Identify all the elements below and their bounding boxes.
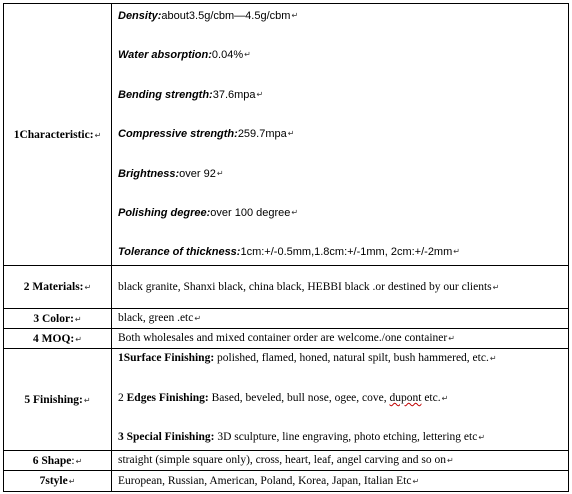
label-color xyxy=(4,309,112,329)
characteristic-values xyxy=(112,4,569,266)
materials-text: black granite, Shanxi black, china black, HEBBI black .or destined by our clients xyxy=(118,280,492,293)
spec-value: over 92 xyxy=(179,167,216,180)
label-shape-colon: : xyxy=(71,454,75,467)
spec-value: over 100 degree xyxy=(210,206,291,219)
row-finishing xyxy=(4,349,569,451)
paragraph-mark: ↵ xyxy=(492,282,500,292)
paragraph-mark: ↵ xyxy=(74,314,82,324)
spec-key: Brightness: xyxy=(118,167,180,180)
label-moq-text: 4 MOQ: xyxy=(33,332,75,345)
spec-value: 0.04% xyxy=(211,49,244,62)
finishing-text-tail: etc. xyxy=(421,392,441,404)
label-moq xyxy=(4,329,112,349)
spec-density xyxy=(118,4,564,43)
row-color xyxy=(4,309,569,329)
style-text: European, Russian, American, Poland, Korea, Japan, Italian Etc xyxy=(118,474,412,487)
paragraph-mark: ↵ xyxy=(216,168,224,178)
paragraph-mark: ↵ xyxy=(291,11,299,20)
finishing-text: Based, beveled, bull nose, ogee, cove, xyxy=(208,392,390,404)
paragraph-mark: ↵ xyxy=(287,129,295,139)
finishing-prefix: 2 xyxy=(118,392,127,404)
finishing-key: Edges Finishing: xyxy=(126,392,209,404)
paragraph-mark: ↵ xyxy=(75,334,82,344)
spec-brightness xyxy=(118,162,564,201)
spec-key: Bending strength: xyxy=(118,88,213,101)
spec-key: Compressive strength: xyxy=(118,128,238,141)
spec-polishing-degree xyxy=(118,201,564,240)
spec-value: about3.5g/cbm—4.5g/cbm xyxy=(161,10,291,22)
paragraph-mark: ↵ xyxy=(94,130,102,140)
spec-value: 259.7mpa xyxy=(237,128,287,141)
moq-value xyxy=(112,329,569,349)
label-shape-text: 6 Shape xyxy=(32,454,72,467)
color-text: black, green .etc xyxy=(118,312,194,324)
paragraph-mark: ↵ xyxy=(441,394,449,403)
paragraph-mark: ↵ xyxy=(256,89,264,99)
row-materials xyxy=(4,266,569,309)
finishing-text: 3D sculpture, line engraving, photo etching, lettering etc xyxy=(214,431,478,443)
shape-text: straight (simple square only), cross, heart, leaf, angel carving and so on xyxy=(118,454,446,466)
paragraph-mark: ↵ xyxy=(84,283,92,292)
label-characteristic xyxy=(4,4,112,266)
spec-tolerance-of-thickness xyxy=(118,240,564,260)
shape-value xyxy=(112,451,569,471)
spec-key: Water absorption: xyxy=(118,49,212,62)
spec-water-absorption xyxy=(118,43,564,82)
label-materials xyxy=(4,266,112,309)
moq-text: Both wholesales and mixed container order are welcome./one container xyxy=(118,332,448,344)
label-shape xyxy=(4,451,112,471)
finishing-key: 3 Special Finishing: xyxy=(118,431,215,443)
finishing-edges xyxy=(118,390,564,407)
spec-value: 37.6mpa xyxy=(212,88,256,101)
paragraph-mark: ↵ xyxy=(68,477,76,486)
spec-key: Tolerance of thickness: xyxy=(118,246,241,259)
paragraph-mark: ↵ xyxy=(244,50,251,60)
materials-value xyxy=(112,266,569,309)
paragraph-mark: ↵ xyxy=(412,476,420,486)
label-characteristic-text: 1Characteristic: xyxy=(13,128,94,141)
product-spec-table xyxy=(3,3,569,492)
finishing-text: polished, flamed, honed, natural spilt, bush hammered, etc. xyxy=(214,352,489,364)
label-finishing-text: 5 Finishing: xyxy=(24,393,83,406)
row-moq xyxy=(4,329,569,349)
spec-compressive-strength xyxy=(118,122,564,161)
color-value xyxy=(112,309,569,329)
style-value xyxy=(112,471,569,492)
paragraph-mark: ↵ xyxy=(194,314,202,323)
paragraph-mark: ↵ xyxy=(453,247,460,257)
paragraph-mark: ↵ xyxy=(478,433,486,442)
spec-key: Density: xyxy=(118,10,162,22)
label-style-text: 7style xyxy=(39,475,68,487)
finishing-key: 1Surface Finishing: xyxy=(118,352,215,364)
paragraph-mark: ↵ xyxy=(489,354,497,363)
finishing-surface xyxy=(118,350,564,367)
paragraph-mark: ↵ xyxy=(448,334,455,343)
row-style xyxy=(4,471,569,492)
spellcheck-underlined-word: dupont xyxy=(389,392,422,404)
paragraph-mark: ↵ xyxy=(446,456,454,465)
spec-value: 1cm:+/-0.5mm,1.8cm:+/-1mm, 2cm:+/-2mm xyxy=(240,246,453,259)
label-color-text: 3 Color: xyxy=(33,312,74,325)
paragraph-mark: ↵ xyxy=(83,395,91,405)
label-materials-text: 2 Materials: xyxy=(23,281,84,293)
paragraph-mark: ↵ xyxy=(75,456,83,466)
row-characteristic xyxy=(4,4,569,266)
label-finishing xyxy=(4,349,112,451)
paragraph-mark: ↵ xyxy=(291,207,299,217)
finishing-values xyxy=(112,349,569,451)
label-style xyxy=(4,471,112,492)
spec-bending-strength xyxy=(118,83,564,122)
spec-key: Polishing degree: xyxy=(118,206,211,219)
finishing-special xyxy=(118,429,564,446)
row-shape xyxy=(4,451,569,471)
